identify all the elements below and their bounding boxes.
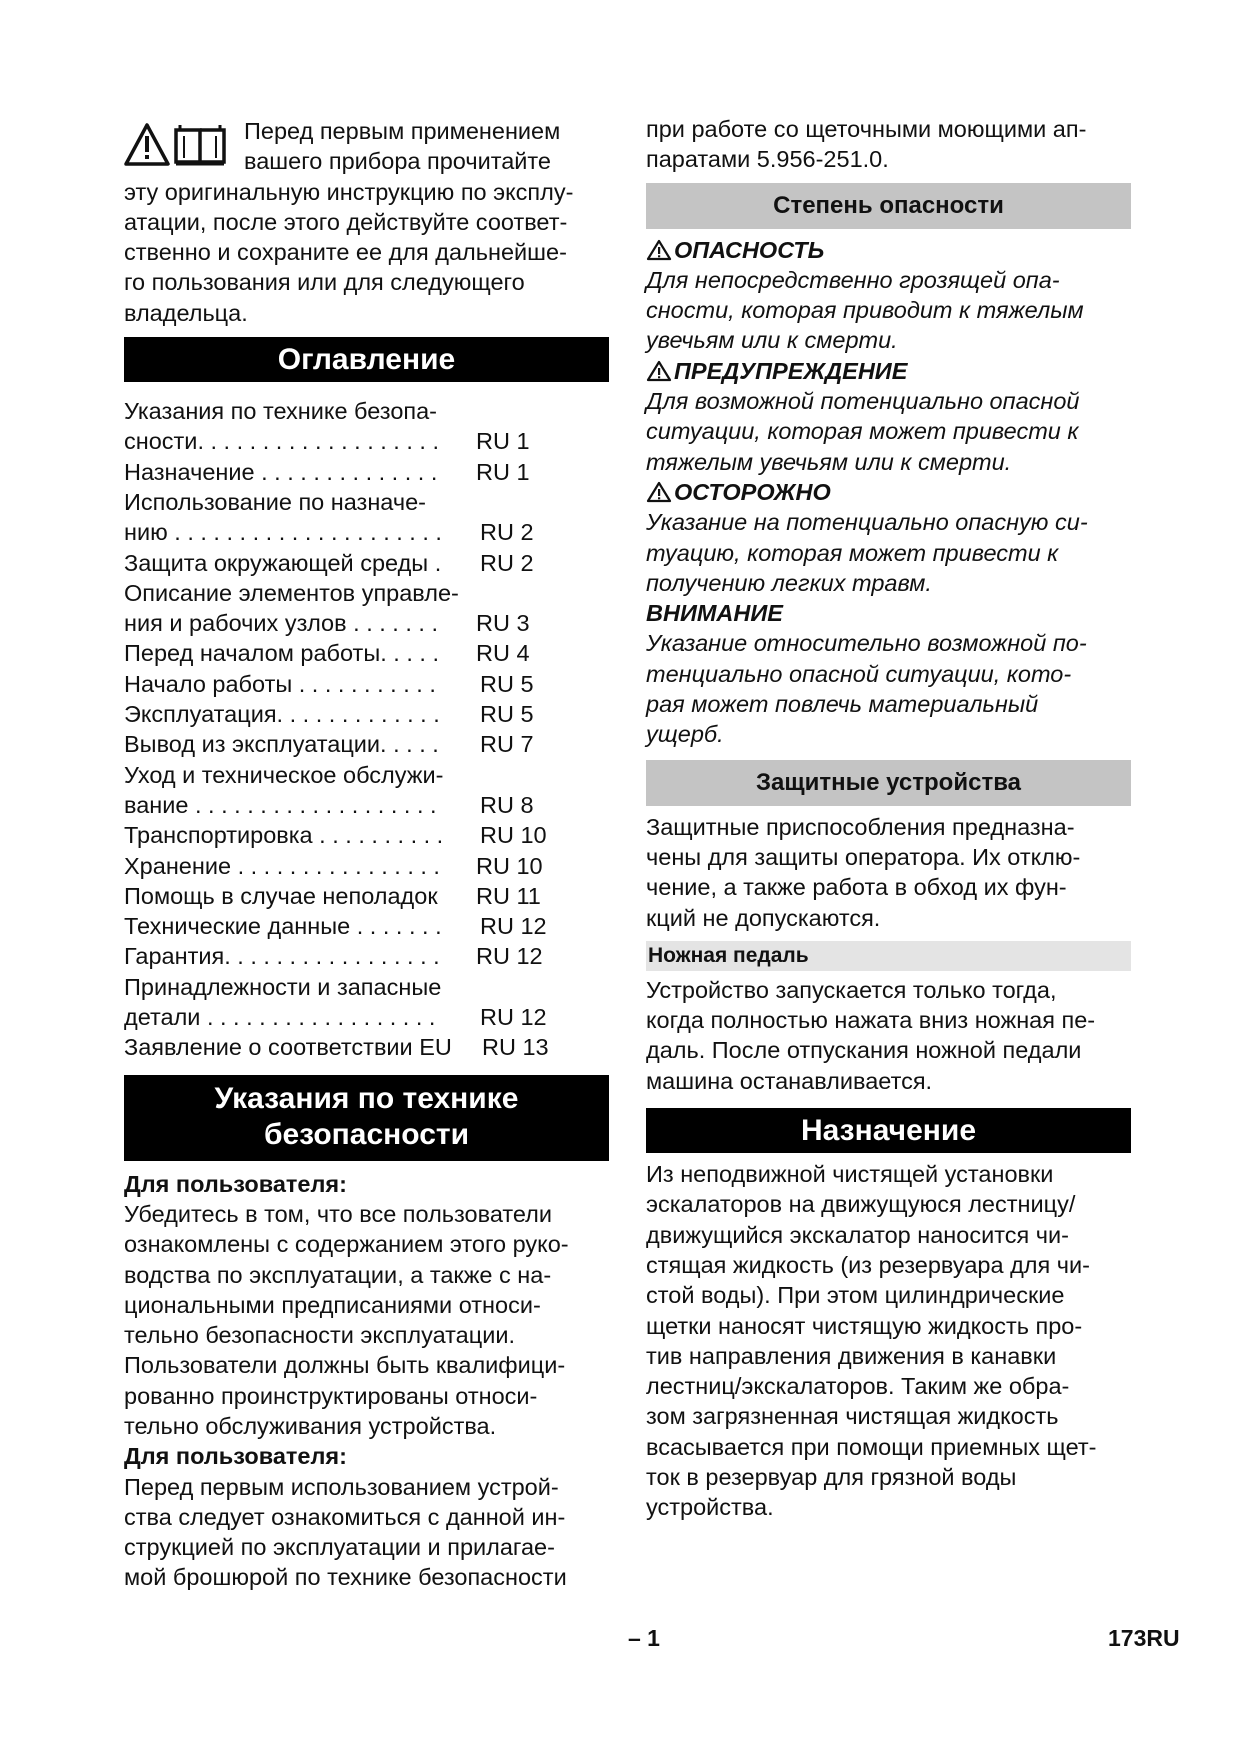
toc-entry-13[interactable] <box>124 881 609 911</box>
toc-entry-text: вание . . . . . . . . . . . . . . . . . . . <box>124 791 437 818</box>
warning-label: ПРЕДУПРЕЖДЕНИЕ <box>674 357 908 384</box>
toc-entry-page: RU 1 <box>476 428 530 455</box>
toc-entry-page: RU 5 <box>480 670 534 697</box>
toc-entry-15[interactable] <box>124 941 609 971</box>
warning-triangle-icon <box>646 239 672 261</box>
caution-label: ОСТОРОЖНО <box>674 478 831 505</box>
toc-entry-page: RU 3 <box>476 610 530 637</box>
purpose-line-12: устройства. <box>646 1494 774 1521</box>
page-number: – 1 <box>628 1625 660 1651</box>
user2-line-2: ства следует ознакомиться с данной ин- <box>124 1503 566 1530</box>
toc-entry-text: сности. . . . . . . . . . . . . . . . . . . <box>124 428 440 455</box>
intro-line-6: го пользования или для следующего <box>124 269 525 296</box>
toc-entry-8[interactable] <box>124 699 609 729</box>
left-column <box>124 116 609 1593</box>
user1-line-3: водства по эксплуатации, а также с на- <box>124 1261 552 1288</box>
purpose-line-6: щетки наносят чистящую жидкость про- <box>646 1312 1083 1339</box>
protective-line-3: чение, а также работа в обход их фун- <box>646 874 1067 901</box>
hazard-heading: Степень опасности <box>646 183 1131 229</box>
user1-line-1: Убедитесь в том, что все пользователи <box>124 1200 553 1227</box>
pedal-line-4: машина останавливается. <box>646 1067 933 1094</box>
user1-heading: Для пользователя: <box>124 1170 347 1197</box>
user1-line-2: ознакомлены с содержанием этого руко- <box>124 1231 569 1258</box>
right-column <box>646 114 1131 1523</box>
danger-title <box>646 235 1131 265</box>
purpose-line-3: движущийся экскалатор наносится чи- <box>646 1221 1069 1248</box>
protective-line-4: кций не допускаются. <box>646 904 881 931</box>
toc-entry-page: RU 7 <box>480 731 534 758</box>
attention-line-2: тенциально опасной ситуации, кото- <box>646 660 1072 687</box>
warning-triangle-icon <box>646 481 672 503</box>
toc-entry-text: Эксплуатация. . . . . . . . . . . . . <box>124 701 440 728</box>
purpose-line-7: тив направления движения в канавки <box>646 1342 1057 1369</box>
toc-entry-text: Защита окружающей среды . <box>124 549 442 576</box>
danger-line-1: Для непосредственно грозящей опа- <box>646 266 1060 293</box>
toc-entry-text: Заявление о соответствии EU <box>124 1034 452 1061</box>
toc-entry-text: Перед началом работы. . . . . <box>124 640 439 667</box>
warning-line-3: тяжелым увечьям или к смерти. <box>646 448 1012 475</box>
intro-line-2: вашего прибора прочитайте <box>244 148 551 175</box>
intro-icons <box>124 122 232 173</box>
protective-section <box>646 812 1131 933</box>
intro-top <box>124 116 609 177</box>
safety-section <box>124 1169 609 1593</box>
toc-entry-text: Помощь в случае неполадок <box>124 882 438 909</box>
warning-title <box>646 356 1131 386</box>
toc-entry-text: Назначение . . . . . . . . . . . . . . <box>124 458 438 485</box>
warning-triangle-icon <box>646 360 672 382</box>
toc-entry-1[interactable] <box>124 426 609 456</box>
intro-line-7: владельца. <box>124 299 248 326</box>
toc-entry-page: RU 12 <box>480 1004 547 1031</box>
caution-title <box>646 477 1131 507</box>
toc-entry-9[interactable] <box>124 729 609 759</box>
user1-line-6: Пользователи должны быть квалифици- <box>124 1352 566 1379</box>
toc-entry-11[interactable] <box>124 820 609 850</box>
purpose-line-1: Из неподвижной чистящей установки <box>646 1161 1054 1188</box>
warning-line-1: Для возможной потенциально опасной <box>646 388 1080 415</box>
page-code: 173RU <box>1108 1625 1180 1651</box>
purpose-line-2: эскалаторов на движущуюся лестницу/ <box>646 1191 1076 1218</box>
toc-entry-17[interactable] <box>124 1032 609 1062</box>
user1-line-5: тельно безопасности эксплуатации. <box>124 1322 515 1349</box>
protective-line-1: Защитные приспособления предназна- <box>646 813 1075 840</box>
attention-line-4: ущерб. <box>646 721 724 748</box>
user2-heading: Для пользователя: <box>124 1443 347 1470</box>
safety-heading <box>124 1075 609 1161</box>
purpose-line-9: зом загрязненная чистящая жидкость <box>646 1403 1059 1430</box>
user2-line-3: струкцией по эксплуатации и прилагае- <box>124 1534 555 1561</box>
toc-entry-page: RU 8 <box>480 791 534 818</box>
user2-line-4: мой брошюрой по технике безопасности <box>124 1564 567 1591</box>
purpose-line-10: всасывается при помощи приемных щет- <box>646 1433 1097 1460</box>
attention-title <box>646 598 1131 628</box>
toc-entry-3-line: Использование по назначе- <box>124 488 427 515</box>
right-intro-line-1: при работе со щеточными моющими ап- <box>646 116 1087 142</box>
toc-entry-4[interactable] <box>124 548 609 578</box>
toc-entry-text: Вывод из эксплуатации. . . . . <box>124 731 439 758</box>
toc-entry-14[interactable] <box>124 911 609 941</box>
toc-entry-5-line: Описание элементов управле- <box>124 579 459 606</box>
hazard-levels <box>646 235 1131 750</box>
pedal-line-2: когда полностью нажата вниз ножная пе- <box>646 1007 1096 1034</box>
toc-entry-page: RU 2 <box>480 549 534 576</box>
attention-line-3: рая может повлечь материальный <box>646 691 1039 718</box>
intro-line-3: эту оригинальную инструкцию по эксплу- <box>124 178 574 205</box>
toc-entry-text: Гарантия. . . . . . . . . . . . . . . . . <box>124 943 440 970</box>
toc-entry-page: RU 4 <box>476 640 530 667</box>
toc-heading: Оглавление <box>124 337 609 382</box>
warning-triangle-icon <box>124 122 232 168</box>
purpose-line-11: ток в резервуар для грязной воды <box>646 1463 1017 1490</box>
pedal-line-3: даль. После отпускания ножной педали <box>646 1037 1082 1064</box>
user2-line-1: Перед первым использованием устрой- <box>124 1473 559 1500</box>
toc-entry-3[interactable] <box>124 517 609 547</box>
toc-entry-text: ния и рабочих узлов . . . . . . . <box>124 610 439 637</box>
purpose-line-4: стящая жидкость (из резервуара для чи- <box>646 1251 1090 1278</box>
toc-entry-text: нию . . . . . . . . . . . . . . . . . . . . . <box>124 519 442 546</box>
toc-entry-6[interactable] <box>124 638 609 668</box>
toc-entry-16-line: Принадлежности и запасные <box>124 973 442 1000</box>
safety-heading-line-2: безопасности <box>263 1117 470 1151</box>
toc-entry-text: Хранение . . . . . . . . . . . . . . . . <box>124 852 440 879</box>
danger-line-3: увечьям или к смерти. <box>646 327 898 354</box>
user1-line-7: рованно проинструктированы относи- <box>124 1382 538 1409</box>
caution-line-1: Указание на потенциально опасную си- <box>646 509 1088 536</box>
caution-line-3: получению легких травм. <box>646 569 932 596</box>
user1-line-4: циональными предписаниями относи- <box>124 1291 541 1318</box>
intro-line-4: атации, после этого действуйте соответ- <box>124 208 568 235</box>
toc-entry-page: RU 5 <box>480 701 534 728</box>
toc-entry-page: RU 12 <box>480 913 547 940</box>
intro-line-1: Перед первым применением <box>244 118 561 144</box>
danger-line-2: сности, которая приводит к тяжелым <box>646 297 1084 324</box>
user1-line-8: тельно обслуживания устройства. <box>124 1412 497 1439</box>
toc-entry-16[interactable] <box>124 1002 609 1032</box>
safety-heading-line-1: Указания по технике <box>214 1081 519 1115</box>
purpose-line-8: лестниц/экскалаторов. Таким же обра- <box>646 1373 1070 1400</box>
caution-line-2: туацию, которая может привести к <box>646 539 1059 566</box>
toc-entry-10[interactable] <box>124 790 609 820</box>
protective-line-2: чены для защиты оператора. Их отклю- <box>646 843 1081 870</box>
toc-entry-text: Транспортировка . . . . . . . . . . <box>124 822 444 849</box>
toc-entry-text: Начало работы . . . . . . . . . . . <box>124 670 436 697</box>
attention-label: ВНИМАНИЕ <box>646 600 783 627</box>
right-intro-line-2: паратами 5.956-251.0. <box>646 146 889 173</box>
pedal-section <box>646 975 1131 1096</box>
toc-entry-10-line: Уход и техническое обслужи- <box>124 761 444 788</box>
protective-heading: Защитные устройства <box>646 760 1131 806</box>
warning-line-2: ситуации, которая может привести к <box>646 418 1079 445</box>
danger-label: ОПАСНОСТЬ <box>674 236 825 263</box>
toc-list <box>124 396 609 1063</box>
toc-entry-page: RU 2 <box>480 519 534 546</box>
purpose-section <box>646 1159 1131 1523</box>
purpose-line-5: стой воды). При этом цилиндрические <box>646 1282 1065 1309</box>
intro-line-5: ственно и сохраните ее для дальнейше- <box>124 239 567 266</box>
toc-entry-2[interactable] <box>124 457 609 487</box>
toc-entry-12[interactable] <box>124 851 609 881</box>
manual-book-icon <box>176 125 224 164</box>
toc-entry-page: RU 10 <box>476 852 543 879</box>
toc-entry-text: Технические данные . . . . . . . <box>124 913 442 940</box>
toc-entry-5[interactable] <box>124 608 609 638</box>
toc-entry-page: RU 10 <box>480 822 547 849</box>
pedal-heading: Ножная педаль <box>646 941 1131 971</box>
toc-entry-text: детали . . . . . . . . . . . . . . . . . . <box>124 1004 436 1031</box>
toc-entry-page: RU 12 <box>476 943 543 970</box>
toc-entry-page: RU 1 <box>476 458 530 485</box>
pedal-line-1: Устройство запускается только тогда, <box>646 976 1057 1003</box>
attention-line-1: Указание относительно возможной по- <box>646 630 1087 657</box>
toc-entry-7[interactable] <box>124 669 609 699</box>
purpose-heading: Назначение <box>646 1108 1131 1153</box>
toc-entry-page: RU 13 <box>482 1034 549 1061</box>
toc-entry-page: RU 11 <box>476 882 541 909</box>
toc-entry-1-line: Указания по технике безопа- <box>124 398 438 425</box>
